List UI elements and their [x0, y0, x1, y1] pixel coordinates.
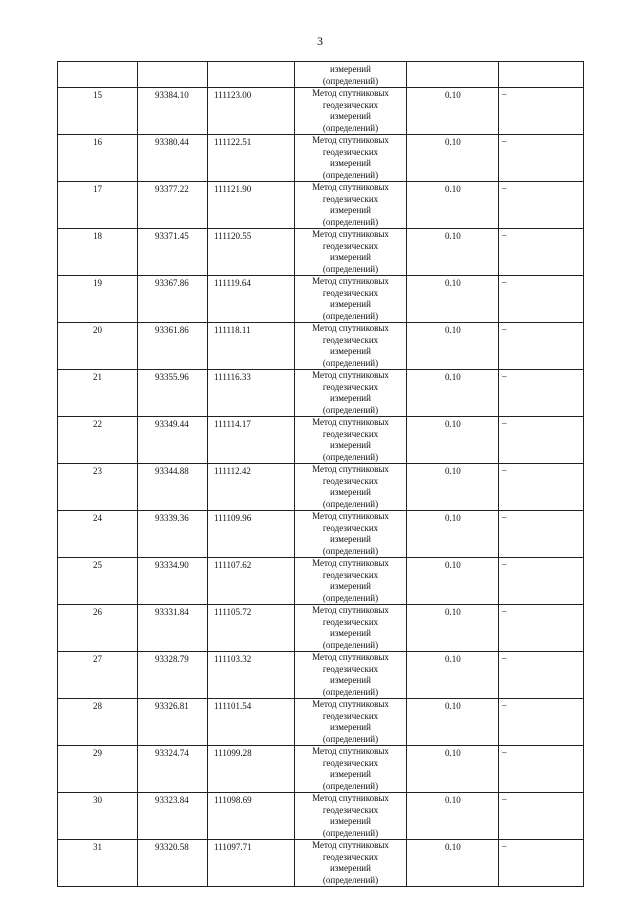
method-line: Метод спутниковых	[312, 511, 389, 521]
y-coordinate-cell: 111098.69	[208, 793, 295, 840]
table-row	[58, 276, 584, 323]
method-cell	[295, 652, 407, 699]
accuracy-cell: 0.10	[407, 793, 499, 840]
point-number-cell: 20	[58, 323, 138, 370]
method-line: Метод спутниковых	[312, 464, 389, 474]
method-line: Метод спутниковых	[312, 840, 389, 850]
point-number-cell	[58, 62, 138, 88]
method-line: Метод спутниковых	[312, 323, 389, 333]
method-cell	[295, 558, 407, 605]
point-number-cell: 19	[58, 276, 138, 323]
method-line: измерений	[330, 487, 371, 497]
note-cell: –	[499, 605, 584, 652]
table-row	[58, 417, 584, 464]
table-row	[58, 699, 584, 746]
accuracy-cell: 0.10	[407, 323, 499, 370]
accuracy-cell: 0.10	[407, 558, 499, 605]
table-row	[58, 229, 584, 276]
y-coordinate-cell: 111119.64	[208, 276, 295, 323]
point-number-cell: 24	[58, 511, 138, 558]
method-line: (определений)	[322, 498, 379, 509]
note-cell: –	[499, 182, 584, 229]
point-number-cell: 23	[58, 464, 138, 511]
accuracy-cell: 0.10	[407, 699, 499, 746]
method-line: геодезических	[322, 710, 379, 721]
accuracy-cell: 0.10	[407, 417, 499, 464]
method-cell	[295, 417, 407, 464]
accuracy-cell: 0.10	[407, 276, 499, 323]
method-line: (определений)	[322, 404, 379, 415]
method-line: измерений	[330, 863, 371, 873]
method-line: (определений)	[322, 874, 379, 885]
method-line: геодезических	[322, 804, 379, 815]
method-line: Метод спутниковых	[312, 370, 389, 380]
method-line: геодезических	[322, 193, 379, 204]
method-line: Метод спутниковых	[312, 276, 389, 286]
point-number-cell: 21	[58, 370, 138, 417]
method-line: геодезических	[322, 146, 379, 157]
method-cell	[295, 182, 407, 229]
note-cell: –	[499, 840, 584, 887]
method-line: Метод спутниковых	[312, 229, 389, 239]
method-line: геодезических	[322, 663, 379, 674]
y-coordinate-cell: 111116.33	[208, 370, 295, 417]
method-cell	[295, 229, 407, 276]
table-row	[58, 135, 584, 182]
method-line: (определений)	[322, 592, 379, 603]
method-line: геодезических	[322, 334, 379, 345]
x-coordinate-cell: 93339.36	[138, 511, 208, 558]
method-line: измерений	[330, 393, 371, 403]
method-line: измерений	[330, 675, 371, 685]
method-line: геодезических	[322, 757, 379, 768]
accuracy-cell: 0.10	[407, 652, 499, 699]
accuracy-cell: 0.10	[407, 370, 499, 417]
point-number-cell: 17	[58, 182, 138, 229]
method-cell	[295, 276, 407, 323]
note-cell: –	[499, 511, 584, 558]
y-coordinate-cell: 111101.54	[208, 699, 295, 746]
y-coordinate-cell: 111105.72	[208, 605, 295, 652]
point-number-cell: 27	[58, 652, 138, 699]
accuracy-cell: 0.10	[407, 511, 499, 558]
method-line: (определений)	[322, 122, 379, 133]
method-line: измерений	[330, 158, 371, 168]
method-cell	[295, 370, 407, 417]
method-line: измерений	[330, 628, 371, 638]
method-line: геодезических	[322, 240, 379, 251]
x-coordinate-cell: 93355.96	[138, 370, 208, 417]
method-line: (определений)	[322, 357, 379, 368]
method-line: (определений)	[322, 545, 379, 556]
method-line: Метод спутниковых	[312, 417, 389, 427]
point-number-cell: 29	[58, 746, 138, 793]
table-row	[58, 793, 584, 840]
method-line: измерений	[330, 440, 371, 450]
x-coordinate-cell: 93331.84	[138, 605, 208, 652]
method-line: измерений	[330, 722, 371, 732]
accuracy-cell: 0.10	[407, 464, 499, 511]
point-number-cell: 16	[58, 135, 138, 182]
accuracy-cell: 0.10	[407, 88, 499, 135]
y-coordinate-cell	[208, 62, 295, 88]
method-line: геодезических	[322, 522, 379, 533]
method-line: измерений	[330, 111, 371, 121]
table-row	[58, 323, 584, 370]
note-cell: –	[499, 370, 584, 417]
method-line: измерений	[330, 534, 371, 544]
method-line: Метод спутниковых	[312, 746, 389, 756]
method-cell	[295, 511, 407, 558]
method-cell	[295, 323, 407, 370]
y-coordinate-cell: 111114.17	[208, 417, 295, 464]
method-cell	[295, 699, 407, 746]
note-cell: –	[499, 417, 584, 464]
method-line: измерений	[330, 581, 371, 591]
y-coordinate-cell: 111118.11	[208, 323, 295, 370]
y-coordinate-cell: 111103.32	[208, 652, 295, 699]
method-line: (определений)	[322, 827, 379, 838]
point-number-cell: 26	[58, 605, 138, 652]
method-line: геодезических	[322, 475, 379, 486]
method-line: Метод спутниковых	[312, 135, 389, 145]
note-cell: –	[499, 746, 584, 793]
accuracy-cell: 0.10	[407, 229, 499, 276]
page-number: 3	[317, 34, 323, 48]
method-line: измерений	[330, 346, 371, 356]
x-coordinate-cell: 93323.84	[138, 793, 208, 840]
y-coordinate-cell: 111109.96	[208, 511, 295, 558]
method-cell	[295, 605, 407, 652]
x-coordinate-cell: 93326.81	[138, 699, 208, 746]
point-number-cell: 18	[58, 229, 138, 276]
method-line: измерений	[330, 64, 371, 74]
y-coordinate-cell: 111122.51	[208, 135, 295, 182]
method-cell	[295, 793, 407, 840]
table-row	[58, 605, 584, 652]
x-coordinate-cell: 93324.74	[138, 746, 208, 793]
accuracy-cell	[407, 62, 499, 88]
method-line: Метод спутниковых	[312, 558, 389, 568]
accuracy-cell: 0.10	[407, 840, 499, 887]
y-coordinate-cell: 111107.62	[208, 558, 295, 605]
method-cell	[295, 88, 407, 135]
table-row	[58, 652, 584, 699]
accuracy-cell: 0.10	[407, 746, 499, 793]
x-coordinate-cell: 93328.79	[138, 652, 208, 699]
note-cell: –	[499, 323, 584, 370]
method-line: (определений)	[322, 263, 379, 274]
point-number-cell: 15	[58, 88, 138, 135]
method-line: Метод спутниковых	[312, 652, 389, 662]
y-coordinate-cell: 111097.71	[208, 840, 295, 887]
x-coordinate-cell: 93377.22	[138, 182, 208, 229]
note-cell: –	[499, 464, 584, 511]
point-number-cell: 30	[58, 793, 138, 840]
point-number-cell: 25	[58, 558, 138, 605]
table-row	[58, 88, 584, 135]
y-coordinate-cell: 111099.28	[208, 746, 295, 793]
method-cell	[295, 464, 407, 511]
table-row	[58, 511, 584, 558]
method-line: измерений	[330, 816, 371, 826]
method-line: Метод спутниковых	[312, 182, 389, 192]
x-coordinate-cell: 93371.45	[138, 229, 208, 276]
method-line: Метод спутниковых	[312, 793, 389, 803]
method-line: Метод спутниковых	[312, 699, 389, 709]
method-line: измерений	[330, 252, 371, 262]
method-cell	[295, 62, 407, 88]
method-line: (определений)	[322, 216, 379, 227]
y-coordinate-cell: 111121.90	[208, 182, 295, 229]
method-line: геодезических	[322, 569, 379, 580]
x-coordinate-cell: 93334.90	[138, 558, 208, 605]
note-cell: –	[499, 276, 584, 323]
method-line: (определений)	[322, 639, 379, 650]
method-line: геодезических	[322, 287, 379, 298]
note-cell: –	[499, 793, 584, 840]
method-line: (определений)	[322, 75, 379, 86]
point-number-cell: 22	[58, 417, 138, 464]
method-line: (определений)	[322, 686, 379, 697]
method-line: геодезических	[322, 616, 379, 627]
method-line: измерений	[330, 205, 371, 215]
note-cell: –	[499, 558, 584, 605]
x-coordinate-cell: 93380.44	[138, 135, 208, 182]
method-line: Метод спутниковых	[312, 88, 389, 98]
table-row-partial	[58, 62, 584, 88]
table-row	[58, 840, 584, 887]
table-row	[58, 464, 584, 511]
note-cell: –	[499, 229, 584, 276]
method-cell	[295, 135, 407, 182]
note-cell: –	[499, 88, 584, 135]
method-line: геодезических	[322, 851, 379, 862]
method-line: измерений	[330, 769, 371, 779]
coordinates-table	[57, 61, 584, 887]
table-row	[58, 558, 584, 605]
method-cell	[295, 840, 407, 887]
x-coordinate-cell: 93367.86	[138, 276, 208, 323]
x-coordinate-cell: 93384.10	[138, 88, 208, 135]
x-coordinate-cell: 93349.44	[138, 417, 208, 464]
table-row	[58, 370, 584, 417]
note-cell: –	[499, 652, 584, 699]
method-line: (определений)	[322, 169, 379, 180]
note-cell: –	[499, 135, 584, 182]
method-line: Метод спутниковых	[312, 605, 389, 615]
method-line: измерений	[330, 299, 371, 309]
point-number-cell: 31	[58, 840, 138, 887]
note-cell: –	[499, 699, 584, 746]
table-row	[58, 182, 584, 229]
method-line: геодезических	[322, 428, 379, 439]
point-number-cell: 28	[58, 699, 138, 746]
coordinates-table-body	[58, 62, 584, 887]
note-cell	[499, 62, 584, 88]
x-coordinate-cell: 93320.58	[138, 840, 208, 887]
accuracy-cell: 0.10	[407, 182, 499, 229]
x-coordinate-cell: 93344.88	[138, 464, 208, 511]
y-coordinate-cell: 111112.42	[208, 464, 295, 511]
method-line: геодезических	[322, 381, 379, 392]
x-coordinate-cell: 93361.86	[138, 323, 208, 370]
table-row	[58, 746, 584, 793]
method-line: (определений)	[322, 310, 379, 321]
method-line: (определений)	[322, 733, 379, 744]
method-line: (определений)	[322, 780, 379, 791]
y-coordinate-cell: 111120.55	[208, 229, 295, 276]
x-coordinate-cell	[138, 62, 208, 88]
accuracy-cell: 0.10	[407, 135, 499, 182]
y-coordinate-cell: 111123.00	[208, 88, 295, 135]
method-line: геодезических	[322, 99, 379, 110]
method-line: (определений)	[322, 451, 379, 462]
accuracy-cell: 0.10	[407, 605, 499, 652]
method-cell	[295, 746, 407, 793]
